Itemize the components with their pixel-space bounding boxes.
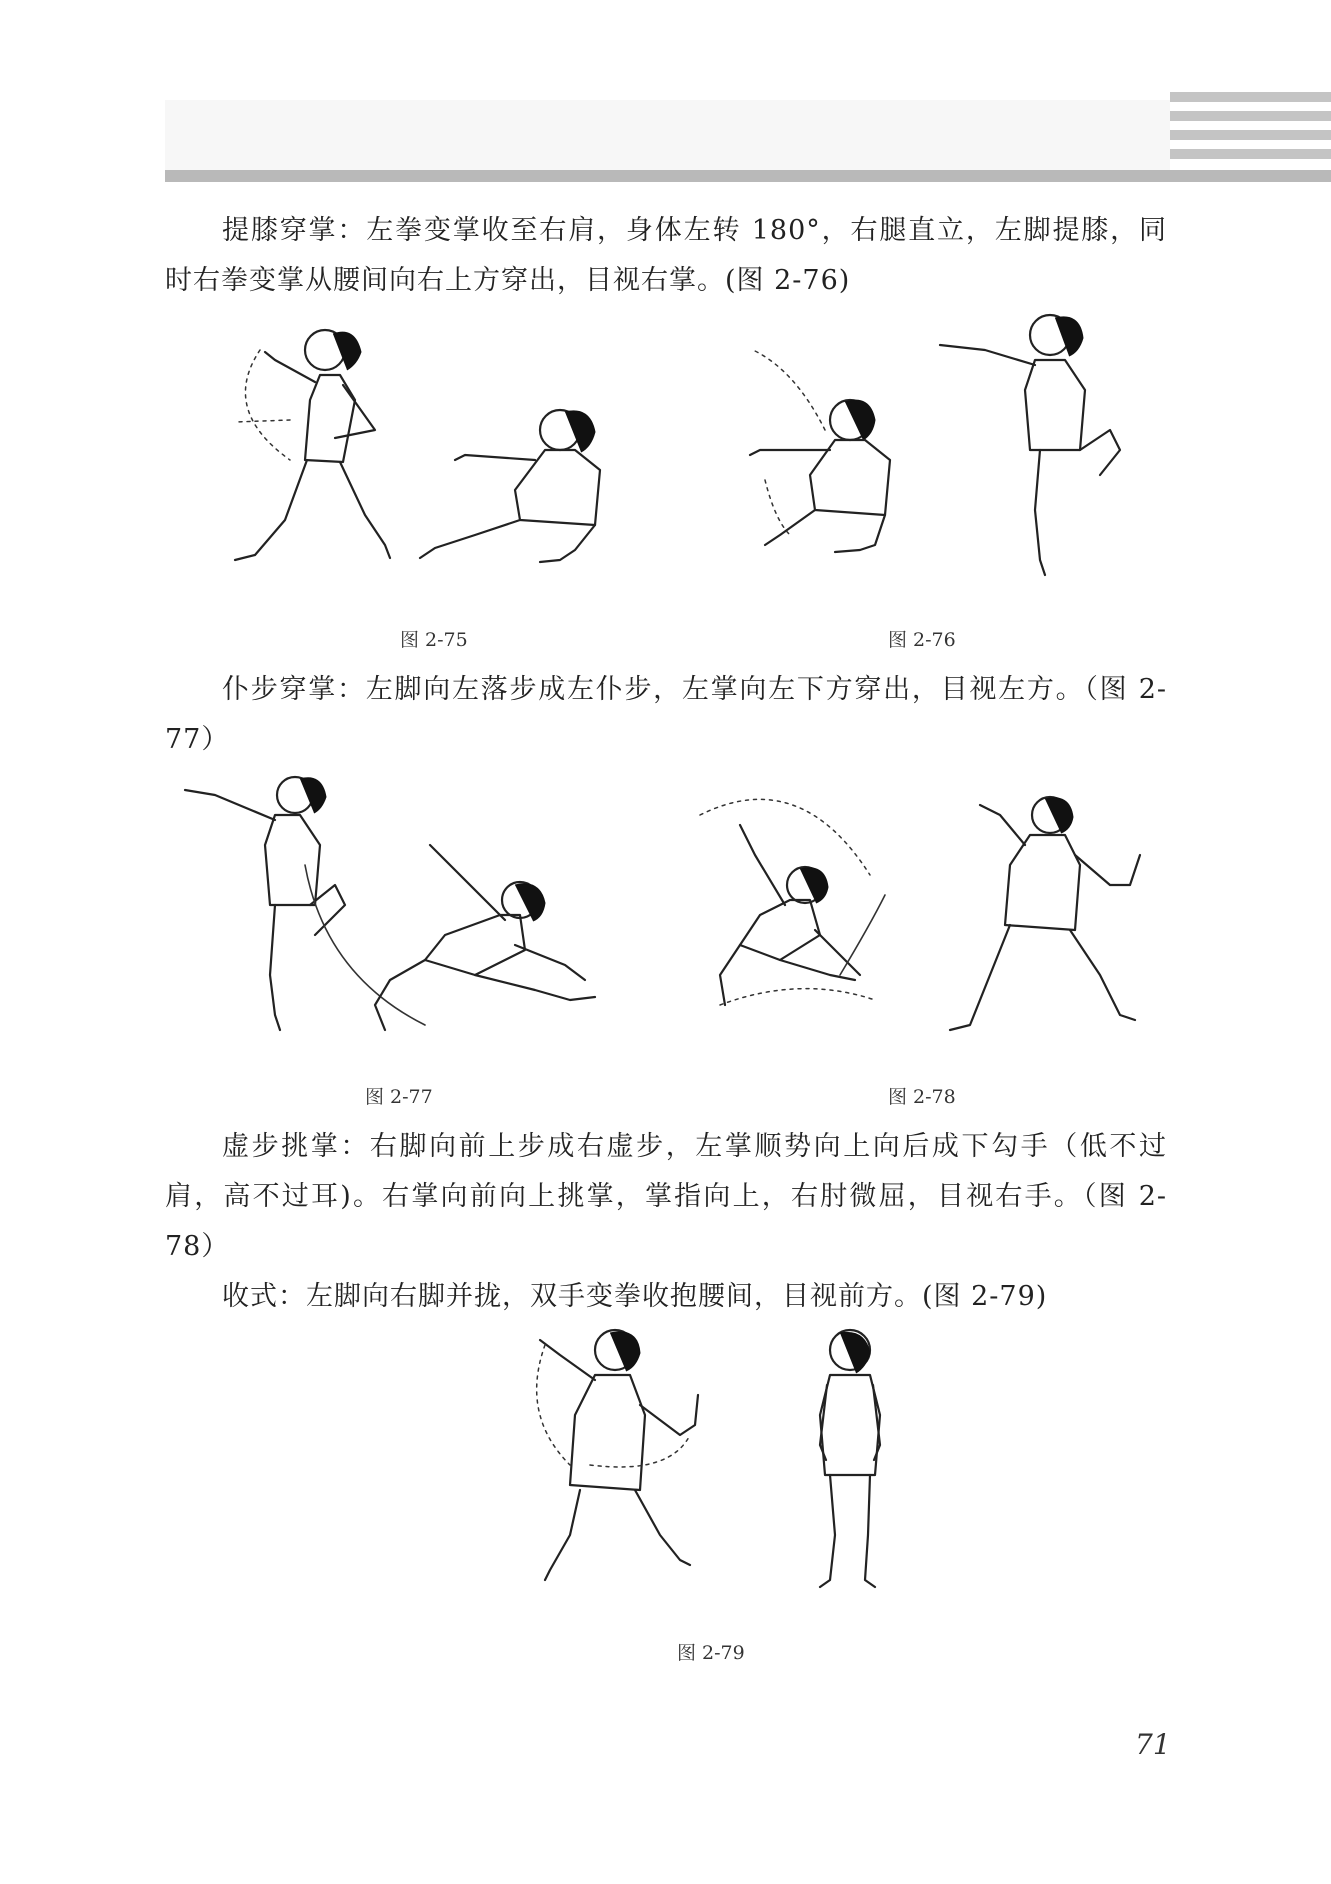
caption-figure-2-79: 图 2-79 <box>677 1642 745 1664</box>
caption-figure-2-77: 图 2-77 <box>365 1086 433 1108</box>
caption-figure-2-76: 图 2-76 <box>888 629 956 651</box>
paragraph-closing-form: 收式：左脚向右脚并拢，双手变拳收抱腰间，目视前方。(图 2-79) <box>222 1281 1048 1312</box>
page-number: 71 <box>1135 1728 1171 1761</box>
caption-figure-2-78: 图 2-78 <box>888 1086 956 1108</box>
figure-2-76-illustration <box>735 310 1165 600</box>
header-band <box>165 100 1170 170</box>
paragraph-empty-stance-palm: 虚步挑掌：右脚向前上步成右虚步，左掌顺势向上向后成下勾手（低不过肩，高不过耳)。右掌向前向上挑掌，掌指向上，右肘微屈，目视右手。（图 2-78） <box>165 1131 1167 1262</box>
paragraph-drop-stance-palm: 仆步穿掌：左脚向左落步成左仆步，左掌向左下方穿出，目视左方。（图 2-77） <box>165 674 1167 755</box>
caption-figure-2-75: 图 2-75 <box>400 629 468 651</box>
figure-2-77-illustration <box>175 775 655 1045</box>
header-stripes <box>1170 92 1331 168</box>
figure-2-75-illustration <box>215 320 655 600</box>
figure-2-78-illustration <box>680 775 1160 1045</box>
paragraph-knee-lift-palm: 提膝穿掌：左拳变掌收至右肩，身体左转 180°，右腿直立，左脚提膝，同时右拳变掌从腰间向右上方穿出，目视右掌。(图 2-76) <box>165 215 1167 296</box>
figure-2-79-illustration <box>530 1325 900 1605</box>
header-rule <box>165 170 1331 182</box>
